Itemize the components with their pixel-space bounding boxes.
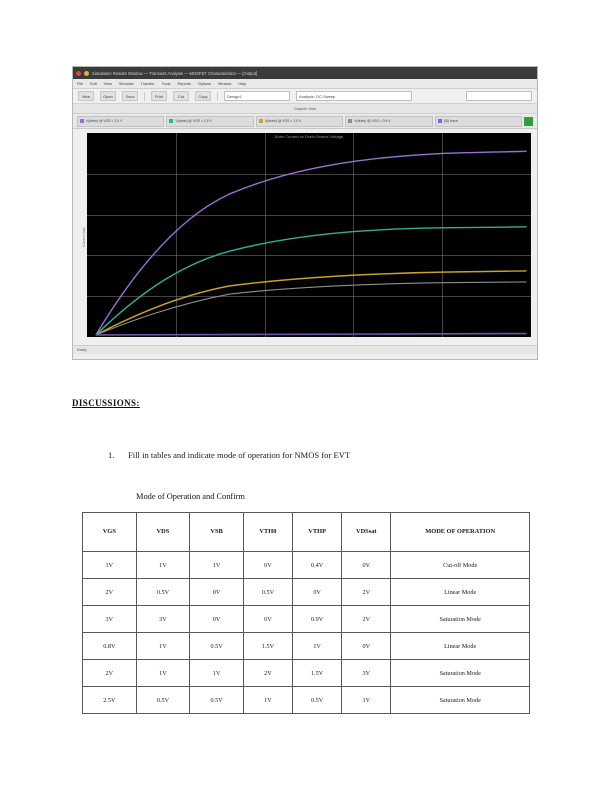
toolbar-button-open[interactable]: Open — [100, 91, 116, 101]
plot-area — [73, 129, 537, 345]
menu-item-help[interactable]: Help — [238, 81, 247, 86]
toolbar-button-print[interactable]: Print — [151, 91, 167, 101]
question-text: Fill in tables and indicate mode of operation for NMOS for EVT — [128, 450, 351, 460]
legend-item-label: V(drain) @ VGS = 1.0 V — [264, 119, 302, 123]
column-header-vgs: VGS — [83, 513, 137, 552]
table-row — [83, 606, 530, 633]
legend-color-swatch-icon — [80, 119, 84, 123]
cell-vds: 0.5V — [136, 687, 190, 714]
section-heading-discussions: DISCUSSIONS: — [72, 398, 140, 408]
cell-vds: 3V — [136, 606, 190, 633]
window-toolbar[interactable] — [73, 89, 537, 104]
cell-vthp: 0.4V — [293, 552, 342, 579]
table-caption: Mode of Operation and Confirm — [136, 492, 245, 501]
table-header-row — [83, 513, 530, 552]
toolbar-button-new[interactable]: New — [78, 91, 94, 101]
cell-vsb: 0V — [190, 606, 244, 633]
cell-vth0: 0V — [243, 552, 292, 579]
mode-of-operation-table — [82, 512, 530, 714]
cell-vgs: 2V — [83, 660, 137, 687]
toolbar-button-save[interactable]: Save — [122, 91, 138, 101]
toolbar-button-cut[interactable]: Cut — [173, 91, 189, 101]
menu-item-options[interactable]: Options — [197, 81, 211, 86]
legend-color-swatch-icon — [348, 119, 352, 123]
legend-item-label: I(D) trace — [443, 119, 458, 123]
menu-item-reports[interactable]: Reports — [177, 81, 191, 86]
column-header-vds: VDS — [136, 513, 190, 552]
column-header-vthp: VTHP — [293, 513, 342, 552]
minimize-icon[interactable] — [84, 71, 89, 76]
cell-vgs: 1V — [83, 552, 137, 579]
cell-vsb: 1V — [190, 552, 244, 579]
toolbar-divider — [217, 92, 218, 101]
column-header-vth0: VTH0 — [243, 513, 292, 552]
cell-vthp: 1V — [293, 633, 342, 660]
cell-vds: 1V — [136, 633, 190, 660]
cell-vth0: 1.5V — [243, 633, 292, 660]
cell-vthp: 1.5V — [293, 660, 342, 687]
tab-grapher-view[interactable]: Grapher View — [294, 106, 316, 111]
window-titlebar — [73, 67, 537, 79]
menu-item-view[interactable]: View — [103, 81, 112, 86]
close-icon[interactable] — [76, 71, 81, 76]
cell-mode: Cut-off Mode — [391, 552, 530, 579]
legend-color-swatch-icon — [169, 119, 173, 123]
column-header-vsb: VSB — [190, 513, 244, 552]
table-row — [83, 579, 530, 606]
legend-item[interactable] — [77, 116, 164, 127]
chart-traces — [87, 133, 531, 337]
question-item — [108, 449, 538, 461]
cell-vthp: 0.9V — [293, 606, 342, 633]
cell-vth0: 0.5V — [243, 579, 292, 606]
cell-vthp: 0V — [293, 579, 342, 606]
table-row — [83, 687, 530, 714]
cell-vdssat: 2V — [342, 606, 391, 633]
cell-mode: Linear Mode — [391, 633, 530, 660]
cell-vsb: 0.5V — [190, 633, 244, 660]
legend-item-label: V(drain) @ VGS = 1.5 V — [175, 119, 212, 123]
trace-legend-bar[interactable] — [73, 114, 537, 129]
chart-canvas[interactable] — [87, 133, 531, 337]
column-header-mode: MODE OF OPERATION — [391, 513, 530, 552]
legend-item-label: V(drain) @ VGS = 2.0 V — [86, 119, 123, 123]
window-title: Simulation Results Window — Transient Analysis — MOSFET Characteristics — [Output] — [92, 70, 258, 76]
chart-title: Drain Current vs Drain-Source Voltage — [274, 135, 344, 139]
cell-vsb: 0.5V — [190, 687, 244, 714]
legend-item[interactable] — [345, 116, 432, 127]
search-input[interactable] — [466, 91, 532, 101]
simulation-screenshot-figure — [72, 66, 538, 360]
cell-mode: Saturation Mode — [391, 606, 530, 633]
legend-color-swatch-icon — [438, 119, 442, 123]
table-row — [83, 660, 530, 687]
toolbar-divider — [144, 92, 145, 101]
cell-vdssat: 0V — [342, 552, 391, 579]
cell-mode: Linear Mode — [391, 579, 530, 606]
cell-vsb: 1V — [190, 660, 244, 687]
cell-mode: Saturation Mode — [391, 687, 530, 714]
grapher-tab-bar[interactable] — [73, 104, 537, 114]
cell-vsb: 0V — [190, 579, 244, 606]
menu-item-edit[interactable]: Edit — [90, 81, 97, 86]
cell-vdssat: 1V — [342, 687, 391, 714]
cell-vth0: 2V — [243, 660, 292, 687]
menu-item-transfer[interactable]: Transfer — [140, 81, 155, 86]
legend-item[interactable] — [166, 116, 253, 127]
cell-vds: 0.5V — [136, 579, 190, 606]
cell-vgs: 2.5V — [83, 687, 137, 714]
cell-vdssat: 0V — [342, 633, 391, 660]
status-text: Ready — [77, 348, 87, 352]
window-menubar[interactable] — [73, 79, 537, 89]
cell-vdssat: 3V — [342, 660, 391, 687]
table-row — [83, 552, 530, 579]
cell-vdssat: 2V — [342, 579, 391, 606]
cell-vthp: 0.5V — [293, 687, 342, 714]
cell-vth0: 0V — [243, 606, 292, 633]
column-header-vdssat: VDSsat — [342, 513, 391, 552]
menu-item-file[interactable]: File — [77, 81, 84, 86]
table-row — [83, 633, 530, 660]
legend-item[interactable] — [435, 116, 522, 127]
design-name-field[interactable]: Design1 — [224, 91, 290, 101]
window-statusbar — [73, 345, 537, 354]
list-marker: 1. — [108, 450, 115, 460]
cell-vds: 1V — [136, 660, 190, 687]
cell-vgs: 3V — [83, 606, 137, 633]
menu-item-simulate[interactable]: Simulate — [118, 81, 134, 86]
menu-item-window[interactable]: Window — [217, 81, 232, 86]
legend-item-label: V(drain) @ VGS = 0.5 V — [354, 119, 391, 123]
run-simulation-button[interactable] — [524, 117, 533, 126]
cell-vds: 1V — [136, 552, 190, 579]
cell-mode: Saturation Mode — [391, 660, 530, 687]
cell-vgs: 0.8V — [83, 633, 137, 660]
legend-item[interactable] — [256, 116, 343, 127]
toolbar-button-copy[interactable]: Copy — [195, 91, 211, 101]
cell-vgs: 2V — [83, 579, 137, 606]
y-axis-label: Current (mA) — [81, 227, 86, 247]
legend-color-swatch-icon — [259, 119, 263, 123]
analysis-select[interactable]: Analysis: DC Sweep — [296, 91, 412, 101]
menu-item-tools[interactable]: Tools — [161, 81, 171, 86]
cell-vth0: 1V — [243, 687, 292, 714]
